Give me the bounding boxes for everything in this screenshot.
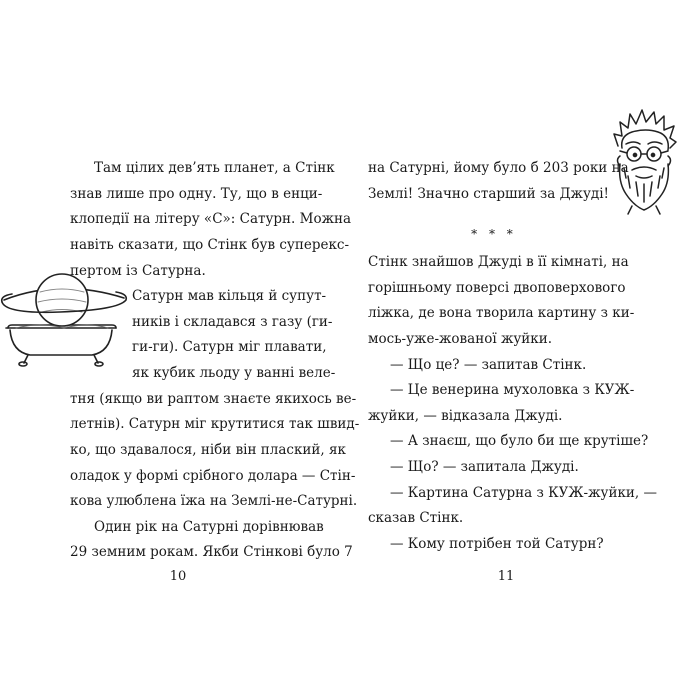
left-text-line: оладок у формі срібного долара — Стін- bbox=[70, 468, 356, 484]
left-text-line: ги-ги). Сатурн міг плавати, bbox=[132, 339, 327, 355]
page-number: 11 bbox=[497, 569, 515, 584]
right-text-line: — Картина Сатурна з КУЖ-жуйки, — bbox=[390, 485, 657, 501]
left-text-line: Сатурн мав кільця й супут- bbox=[132, 288, 327, 304]
right-text-line: — Що? — запитала Джуді. bbox=[390, 459, 579, 475]
right-text-line: Землі! Значно старший за Джуді! bbox=[368, 186, 609, 202]
right-text-line: — Це венерина мухоловка з КУЖ- bbox=[390, 382, 635, 398]
left-text-line: пертом із Сатурна. bbox=[70, 263, 206, 279]
right-text-line: ліжка, де вона творила картину з ки- bbox=[368, 305, 635, 321]
left-text-line: Там цілих дев’ять планет, а Стінк bbox=[94, 160, 335, 176]
right-text-line: жуйки, — відказала Джуді. bbox=[368, 408, 563, 424]
left-text-line: клопедії на літеру «С»: Сатурн. Можна bbox=[70, 211, 352, 227]
right-text-line: на Сатурні, йому було б 203 роки на bbox=[368, 160, 629, 176]
left-text-line: Один рік на Сатурні дорівнював bbox=[94, 519, 324, 535]
right-text-line: горішньому поверсі двоповерхового bbox=[368, 280, 626, 296]
left-text-line: кова улюблена їжа на Землі-не-Сатурні. bbox=[70, 493, 358, 509]
left-text-line: летнів). Сатурн міг крутитися так швид- bbox=[70, 416, 360, 432]
right-page bbox=[340, 0, 680, 680]
left-text-line: як кубик льоду у ванні веле- bbox=[132, 365, 336, 381]
right-text-line: мось-уже-жованої жуйки. bbox=[368, 331, 553, 347]
saturn-in-bathtub-icon bbox=[0, 270, 130, 370]
section-separator: * * * bbox=[471, 227, 517, 241]
left-text-line: навіть сказати, що Стінк був суперекс- bbox=[70, 237, 350, 253]
left-text-line: тня (якщо ви раптом знаєте якихось ве- bbox=[70, 391, 357, 407]
left-text-line: 29 земним рокам. Якби Стінкові було 7 bbox=[70, 544, 353, 560]
right-text-line: Стінк знайшов Джуді в її кімнаті, на bbox=[368, 254, 629, 270]
right-text-line: сказав Стінк. bbox=[368, 510, 464, 526]
page-number: 10 bbox=[169, 569, 187, 584]
left-text-line: ко, що здавалося, ніби він плаский, як bbox=[70, 442, 346, 458]
right-text-line: — Що це? — запитав Стінк. bbox=[390, 357, 587, 373]
right-text-line: — Кому потрібен той Сатурн? bbox=[390, 536, 604, 552]
left-text-line: ників і складався з газу (ги- bbox=[132, 314, 333, 330]
right-text-line: — А знаєш, що було би ще крутіше? bbox=[390, 433, 649, 449]
left-text-line: знав лише про одну. Ту, що в енци- bbox=[70, 186, 323, 202]
